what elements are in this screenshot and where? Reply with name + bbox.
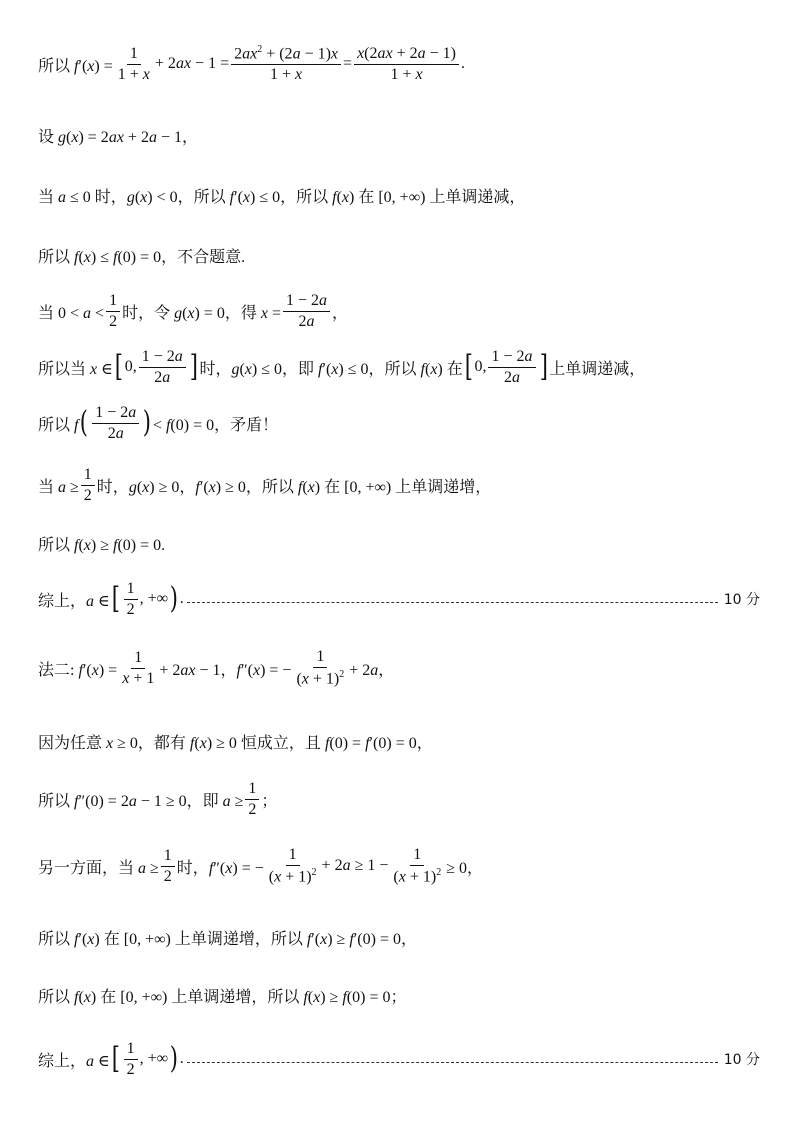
proof-line-4: 所以 f(x) ≤ f(0) = 0，不合题意. <box>38 249 246 266</box>
proof-line-9: 所以 f(x) ≥ f(0) = 0. <box>38 537 166 554</box>
proof-line-14: 另一方面，当 a ≥ $\frac{1}{2}$ 时，f″(x) = − $\frac{1}{(x + 1)^2}$ + 2a ≥ 1 − $\frac{1}{(x + 1)^2}$ ≥ 0， <box>38 846 483 886</box>
proof-line-8: 当 a ≥ $\frac{1}{2}$ 时，g(x) ≥ 0，f′(x) ≥ 0，所以 f(x) 在 [0, +∞) 上单调递增， <box>38 466 492 504</box>
proof-line-5: 当 0 < a < $\frac{1}{2}$ 时，令 g(x) = 0，得 x = $\frac{1 - 2a}{2a}$ ， <box>38 292 349 330</box>
proof-line-2: 设 g(x) = 2ax + 2a − 1， <box>38 129 198 146</box>
proof-line-12: 因为任意 x ≥ 0，都有 f(x) ≥ 0 恒成立，且 f(0) = f′(0) = 0， <box>38 735 433 752</box>
proof-line-1: 所以 f′(x) = $\frac{1}{1 + x}$ + 2ax − 1 = $\frac{2ax^2 + (2a - 1)x}{1 + x}$ = $\frac{x(2ax + 2a - 1)}{1 + x}$ . <box>38 44 465 84</box>
proof-line-16: 所以 f(x) 在 [0, +∞) 上单调递增，所以 f(x) ≥ f(0) = 0； <box>38 989 407 1006</box>
proof-line-17: 综上，a ∈ [ $\frac{1}{2}$ , +∞ ) . 10 分 <box>38 1040 760 1078</box>
proof-line-11: 法二: f′(x) = $\frac{1}{x + 1}$ + 2ax − 1，f″(x) = − $\frac{1}{(x + 1)^2}$ + 2a， <box>38 648 395 688</box>
score-label: 10 分 <box>723 592 760 609</box>
score-label: 10 分 <box>723 1052 760 1069</box>
dotted-leader <box>187 602 718 603</box>
proof-line-15: 所以 f′(x) 在 [0, +∞) 上单调递增，所以 f′(x) ≥ f′(0) = 0， <box>38 931 417 948</box>
proof-line-3: 当 a ≤ 0 时，g(x) < 0，所以 f′(x) ≤ 0，所以 f(x) 在 [0, +∞) 上单调递减， <box>38 189 526 206</box>
proof-line-13: 所以 f″(0) = 2a − 1 ≥ 0，即 a ≥ $\frac{1}{2}$ ； <box>38 780 278 818</box>
dotted-leader <box>187 1062 718 1063</box>
proof-line-7: 所以 f ( $\frac{1 - 2a}{2a}$ ) < f(0) = 0，矛盾！ <box>38 404 279 442</box>
proof-line-6: 所以当 x ∈ [ 0, $\frac{1 - 2a}{2a}$ ] 时，g(x) ≤ 0，即 f′(x) ≤ 0，所以 f(x) 在 [ 0, $\frac{1 - 2a}{2a}$ ] 上单调递减， <box>38 348 646 386</box>
proof-line-10: 综上，a ∈ [ $\frac{1}{2}$ , +∞ ) . 10 分 <box>38 580 760 618</box>
